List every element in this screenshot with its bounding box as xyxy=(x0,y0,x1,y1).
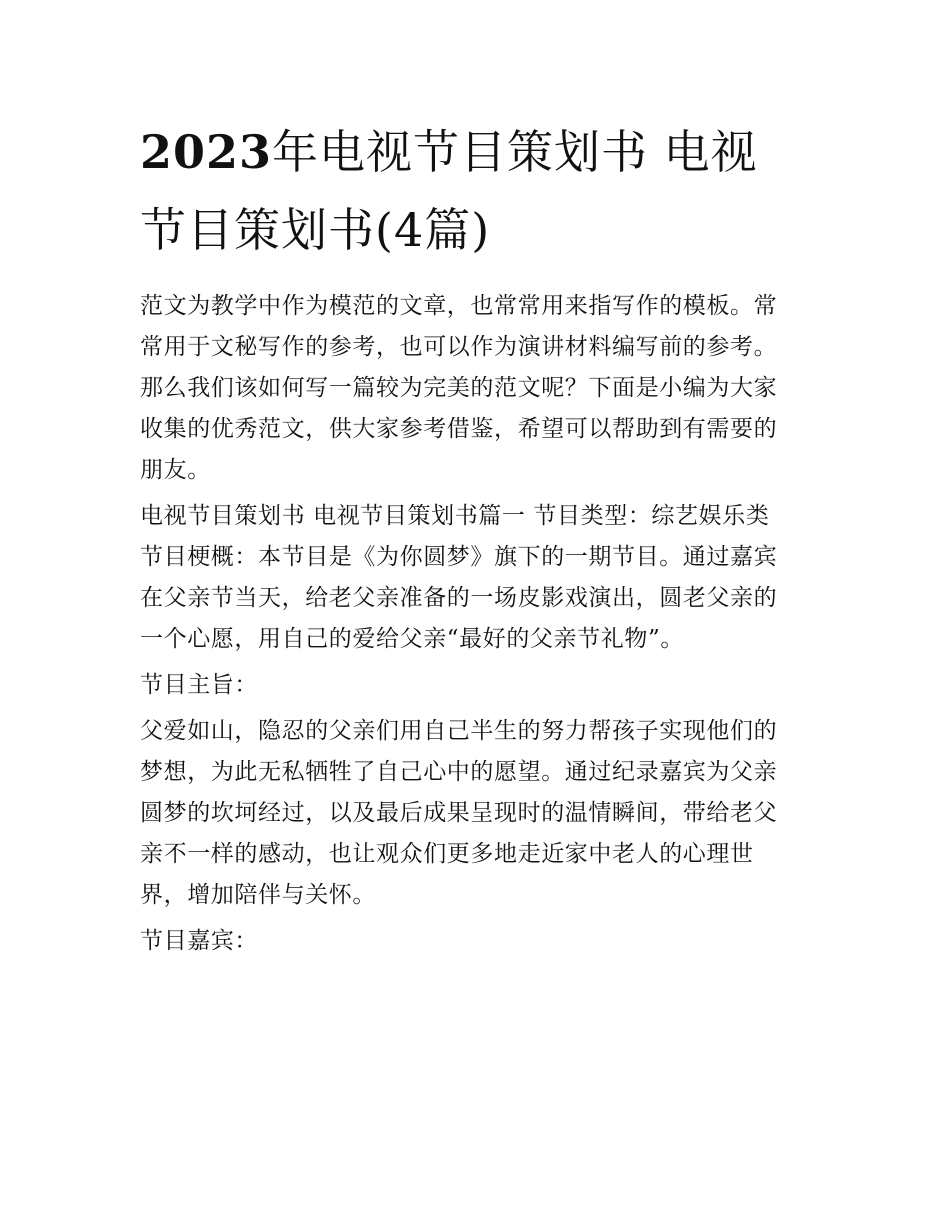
text-line: 梦想，为此无私牺牲了自己心中的愿望。通过纪录嘉宾为父亲 xyxy=(140,759,778,785)
text-line: 朋友。 xyxy=(140,457,211,483)
document-title xyxy=(140,113,820,269)
text-line: 电视节目策划书 电视节目策划书篇一 节目类型：综艺娱乐类 xyxy=(140,503,770,529)
text-line: 父爱如山，隐忍的父亲们用自己半生的努力帮孩子实现他们的 xyxy=(140,718,778,744)
title-line-2: 节目策划书(4篇) xyxy=(140,203,491,257)
section-heading-purpose xyxy=(140,665,820,706)
text-line: 收集的优秀范文，供大家参考借鉴，希望可以帮助到有需要的 xyxy=(140,416,778,442)
text-line: 一个心愿，用自己的爱给父亲“最好的父亲节礼物”。 xyxy=(140,626,684,652)
document-page xyxy=(140,113,820,967)
text-line: 在父亲节当天，给老父亲准备的一场皮影戏演出，圆老父亲的 xyxy=(140,585,778,611)
text-line: 亲不一样的感动，也让观众们更多地走近家中老人的心理世 xyxy=(140,841,754,867)
text-line: 节目梗概：本节目是《为你圆梦》旗下的一期节目。通过嘉宾 xyxy=(140,544,778,570)
intro-paragraph xyxy=(140,286,820,491)
text-line: 范文为教学中作为模范的文章，也常常用来指写作的模板。常 xyxy=(140,293,778,319)
section-heading-guests xyxy=(140,921,820,962)
program-overview-paragraph xyxy=(140,496,820,660)
title-line-1: 2023年电视节目策划书 电视 xyxy=(140,125,758,179)
document-body xyxy=(140,286,820,962)
purpose-paragraph xyxy=(140,711,820,916)
text-line: 界，增加陪伴与关怀。 xyxy=(140,882,376,908)
text-line: 节目嘉宾： xyxy=(140,928,258,954)
text-line: 节目主旨： xyxy=(140,672,258,698)
text-line: 圆梦的坎坷经过，以及最后成果呈现时的温情瞬间，带给老父 xyxy=(140,800,778,826)
text-line: 那么我们该如何写一篇较为完美的范文呢？下面是小编为大家 xyxy=(140,375,778,401)
text-line: 常用于文秘写作的参考，也可以作为演讲材料编写前的参考。 xyxy=(140,334,778,360)
